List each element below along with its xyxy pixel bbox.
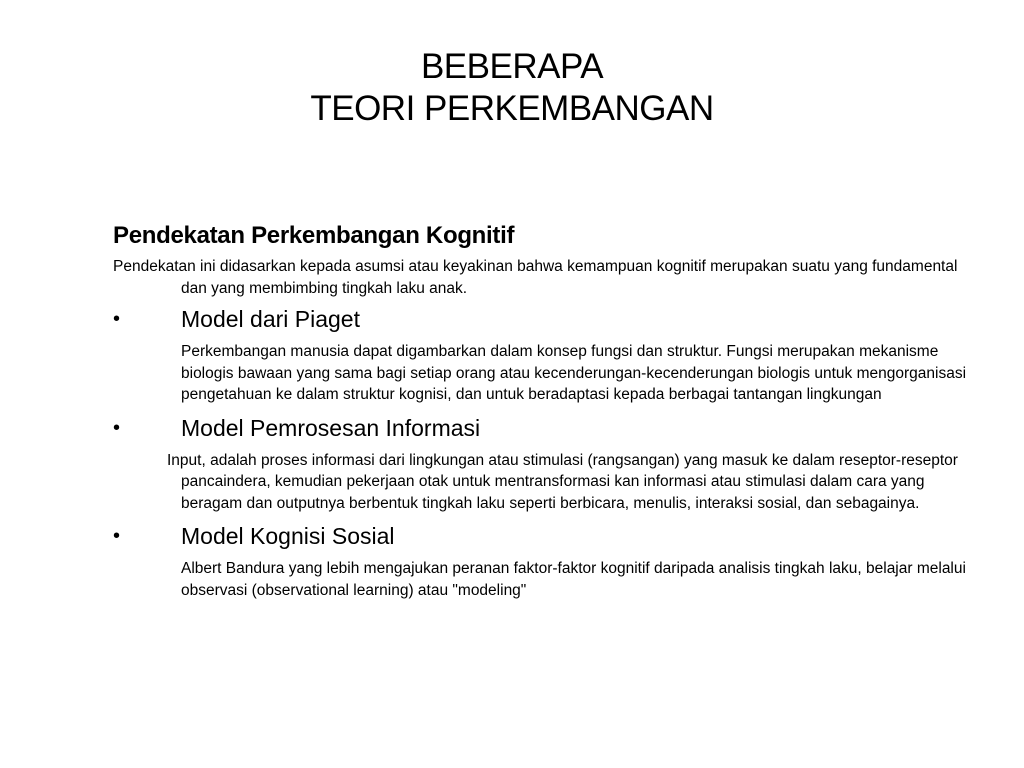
bullet-heading: Model dari Piaget bbox=[181, 306, 360, 332]
pemrosesan-informasi-paragraph: Input, adalah proses informasi dari lingkungan atau stimulasi (rangsangan) yang masuk ke dalam reseptor-reseptor pancaindera, kemudian pekerjaan otak untuk mentransformasi kan informasi atau stimulasi dalam cara yang beragam dan outputnya berbentuk tingkah laku seperti berbicara, menulis, interaksi sosial, dan sebagainya. bbox=[167, 451, 958, 512]
bullet-icon: • bbox=[113, 525, 121, 547]
bullet-item-piaget bbox=[113, 303, 983, 335]
piaget-paragraph: Perkembangan manusia dapat digambarkan dalam konsep fungsi dan struktur. Fungsi merupakan mekanisme biologis bawaan yang sama bagi setiap orang atau kecenderungan-kecenderungan biologis untuk mengorganisasi pengetahuan ke dalam struktur kognisi, dan untuk beradaptasi kepada berbagai tantangan lingkungan bbox=[181, 343, 967, 403]
section-subtitle: Pendekatan Perkembangan Kognitif bbox=[113, 222, 515, 249]
slide-content bbox=[113, 220, 983, 607]
bullet-item-kognisi-sosial bbox=[113, 520, 983, 552]
title-line-1: BEBERAPA bbox=[420, 47, 604, 86]
bullet-icon: • bbox=[113, 308, 121, 330]
slide-title bbox=[0, 46, 1024, 130]
bullet-icon: • bbox=[113, 416, 121, 439]
intro-paragraph: Pendekatan ini didasarkan kepada asumsi atau keyakinan bahwa kemampuan kognitif merupakan suatu yang fundamental dan yang membimbing tingkah laku anak. bbox=[113, 258, 958, 297]
bullet-heading: Model Pemrosesan Informasi bbox=[181, 414, 481, 441]
bullet-heading: Model Kognisi Sosial bbox=[181, 523, 395, 549]
title-line-2: TEORI PERKEMBANGAN bbox=[310, 89, 714, 128]
bullet-item-pemrosesan-informasi bbox=[113, 412, 983, 444]
kognisi-sosial-paragraph: Albert Bandura yang lebih mengajukan peranan faktor-faktor kognitif daripada analisis tingkah laku, belajar melalui observasi (observational learning) atau "modeling" bbox=[181, 560, 966, 599]
